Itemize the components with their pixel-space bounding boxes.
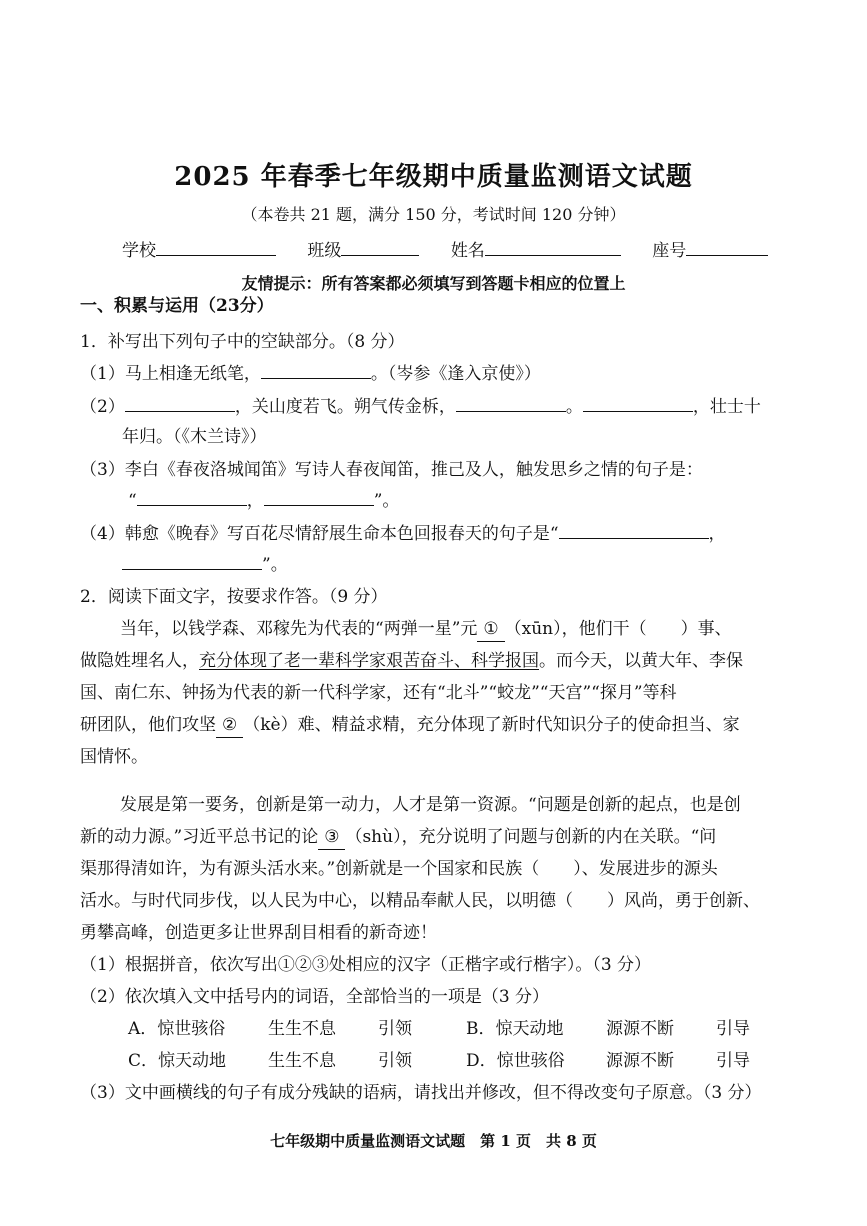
page-footer: 七年级期中质量监测语文试题 第 1 页 共 8 页 (270, 1132, 597, 1150)
class-blank[interactable] (341, 239, 419, 256)
passage-p2-line3: 渠那得清如许，为有源头活水来。”创新就是一个国家和民族（ ）、发展进步的源头 (80, 859, 718, 879)
option-a[interactable]: A．惊世骇俗 (128, 1019, 226, 1039)
blank-mark-1[interactable]: ① (477, 617, 504, 642)
option-b[interactable]: B．惊天动地 (466, 1019, 564, 1039)
q1-blank-1[interactable] (261, 362, 371, 379)
passage-p2-line4: 活水。与时代同步伐，以人民为中心，以精品奉献人民，以明德（ ）风尚，勇于创新、 (80, 891, 760, 911)
option-d[interactable]: D．惊世骇俗 (466, 1051, 565, 1071)
q1-stem: 1．补写出下列句子中的空缺部分。（8 分） (80, 332, 405, 352)
passage-p2-line1: 发展是第一要务，创新是第一动力，人才是第一资源。“问题是创新的起点，也是创 (120, 795, 741, 815)
q1-blank-6[interactable] (264, 489, 374, 506)
option-c[interactable]: C．惊天动地 (128, 1051, 227, 1071)
q1-item-4: （4）韩愈《晚春》写百花尽情舒展生命本色回报春天的句子是“ ， (80, 524, 726, 544)
q1-blank-2[interactable] (125, 395, 235, 412)
school-blank[interactable] (156, 239, 276, 256)
option-d-word-3: 引导 (716, 1051, 750, 1071)
underlined-sentence: 充分体现了老一辈科学家艰苦奋斗、科学报国 (199, 651, 539, 671)
q1-item-3-answers: “ ， ”。 (128, 491, 400, 511)
blank-mark-2[interactable]: ② (216, 713, 243, 738)
q1-item-2: （2） ，关山度若飞。朔气传金柝， 。 ，壮士十 (80, 397, 761, 417)
section-heading: 一、积累与运用（23分） (80, 296, 274, 316)
option-c-word-3: 引领 (378, 1051, 412, 1071)
seat-label: 座号 (652, 241, 687, 261)
exam-subtitle: （本卷共 21 题，满分 150 分，考试时间 120 分钟） (241, 205, 626, 224)
class-label: 班级 (307, 241, 342, 261)
q1-blank-7[interactable] (559, 522, 709, 539)
passage-p1-line3: 国、南仁东、钟扬为代表的新一代科学家，还有“北斗”“蛟龙”“天宫”“探月”等科 (80, 683, 677, 703)
q2-sub-1: （1）根据拼音，依次写出①②③处相应的汉字（正楷字或行楷字）。（3 分） (80, 955, 652, 975)
q1-item-3: （3）李白《春夜洛城闻笛》写诗人春夜闻笛，推己及人，触发思乡之情的句子是： (80, 460, 703, 480)
option-b-word-3: 引导 (716, 1019, 750, 1039)
friendly-tip: 友情提示：所有答案都必须填写到答题卡相应的位置上 (241, 274, 626, 293)
q1-blank-4[interactable] (583, 395, 693, 412)
q2-stem: 2．阅读下面文字，按要求作答。（9 分） (80, 587, 388, 607)
passage-p1-line5: 国情怀。 (80, 747, 148, 767)
q2-sub-3: （3）文中画横线的句子有成分残缺的语病，请找出并修改，但不得改变句子原意。（3 分） (80, 1083, 762, 1103)
student-info-row (122, 236, 768, 261)
option-c-word-2: 生生不息 (268, 1051, 336, 1071)
passage-p2-line2: 新的动力源。”习近平总书记的论 ③ （shù），充分说明了问题与创新的内在关联。“问 (80, 825, 716, 850)
q1-blank-5[interactable] (137, 489, 247, 506)
name-label: 姓名 (450, 241, 485, 261)
name-blank[interactable] (485, 239, 621, 256)
q1-item-4-cont: ”。 (122, 553, 288, 577)
seat-blank[interactable] (686, 239, 768, 256)
blank-mark-3[interactable]: ③ (318, 825, 345, 850)
option-a-word-2: 生生不息 (268, 1019, 336, 1039)
q1-item-2-cont: 年归。（《木兰诗》） (122, 427, 267, 447)
passage-p1-line1: 当年，以钱学森、邓稼先为代表的“两弹一星”元 ① （xūn），他们干（ ）事、 (120, 617, 732, 642)
q1-blank-8[interactable] (122, 553, 262, 570)
passage-p1-line2: 做隐姓埋名人，充分体现了老一辈科学家艰苦奋斗、科学报国。而今天，以黄大年、李保 (80, 651, 743, 671)
page-title: 2025 年春季七年级期中质量监测语文试题 (174, 162, 693, 192)
option-d-word-2: 源源不断 (606, 1051, 674, 1071)
passage-p2-line5: 勇攀高峰，创造更多让世界刮目相看的新奇迹！ (80, 923, 437, 943)
school-label: 学校 (122, 241, 156, 261)
option-b-word-2: 源源不断 (606, 1019, 674, 1039)
passage-p1-line4: 研团队，他们攻坚 ② （kè）难、精益求精，充分体现了新时代知识分子的使命担当、家 (80, 713, 740, 738)
q2-sub-2: （2）依次填入文中括号内的词语，全部恰当的一项是（3 分） (80, 987, 550, 1007)
q1-item-1: （1）马上相逢无纸笔， 。（岑参《逢入京使》） (80, 364, 541, 384)
q1-blank-3[interactable] (456, 395, 566, 412)
option-a-word-3: 引领 (378, 1019, 412, 1039)
